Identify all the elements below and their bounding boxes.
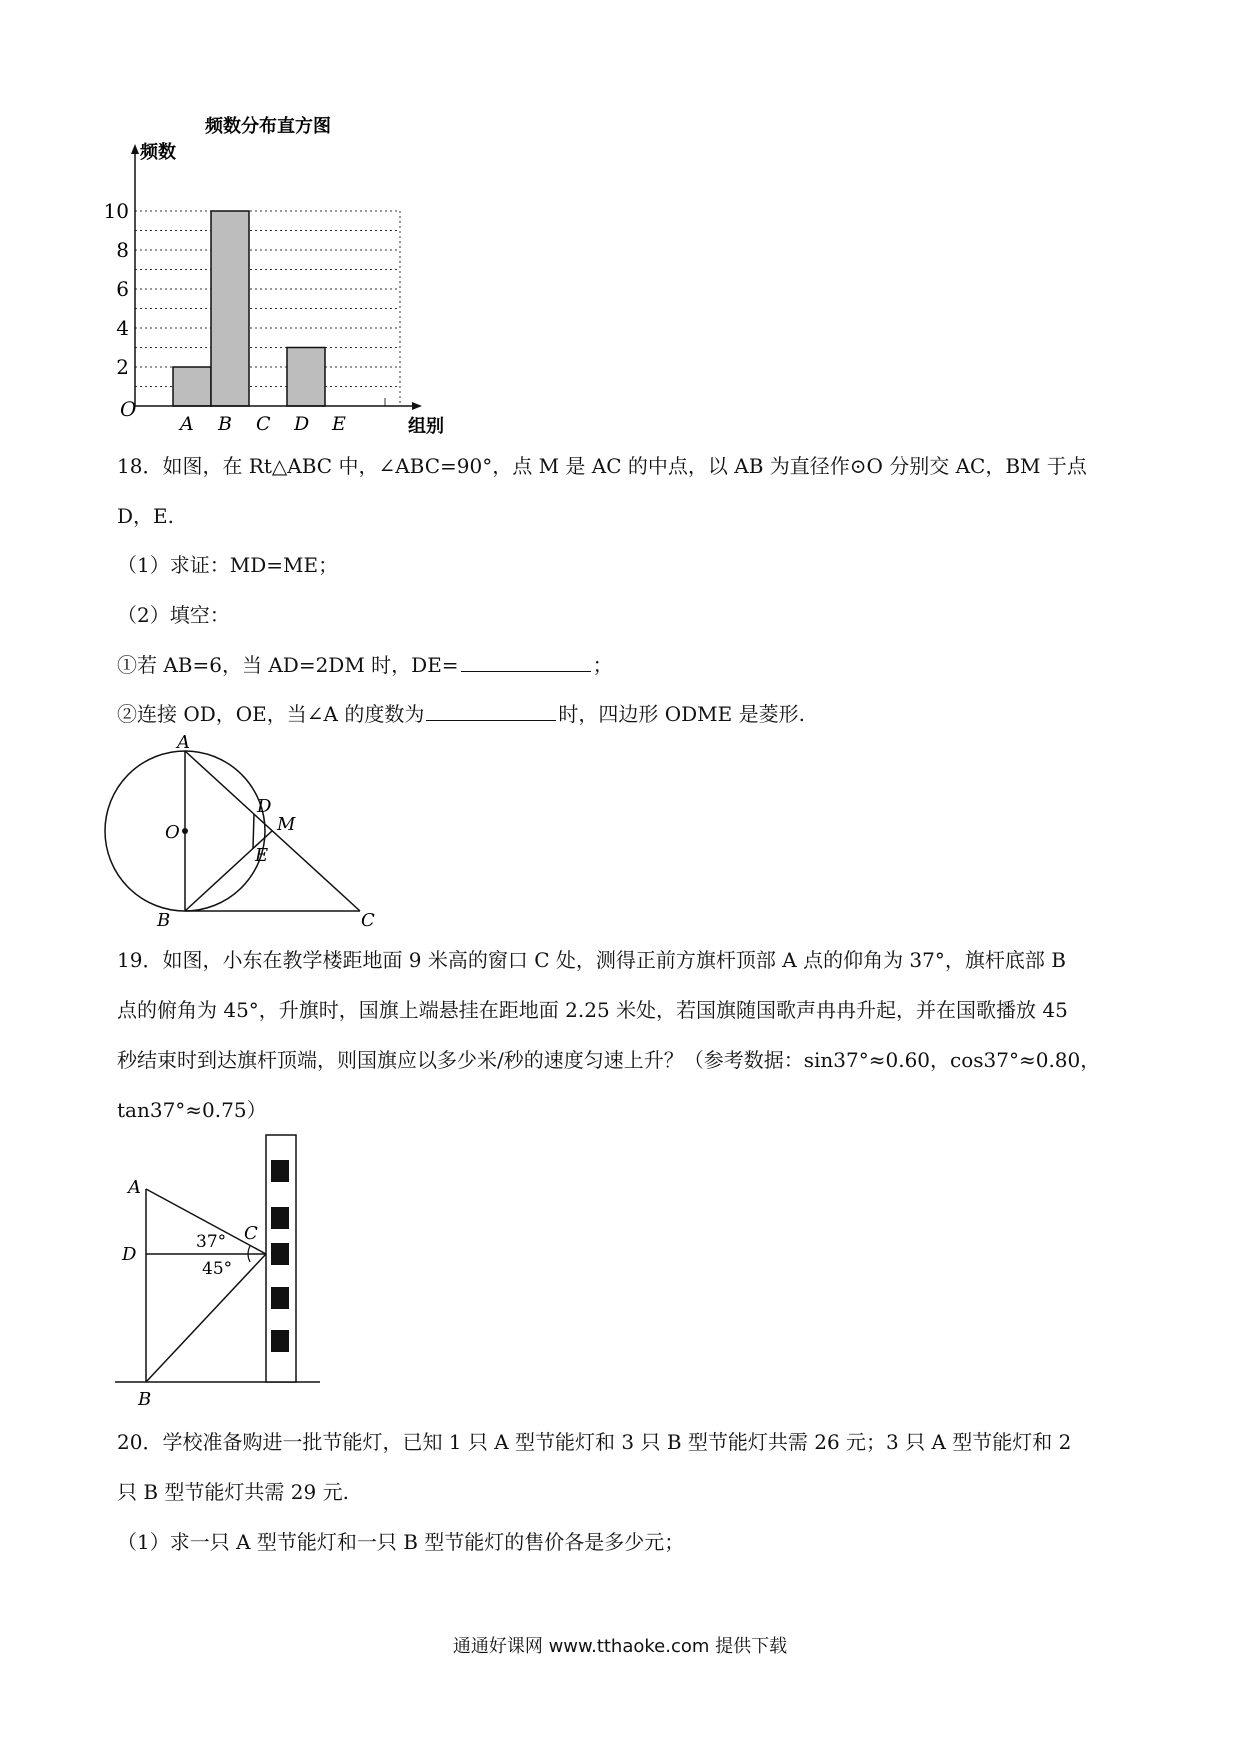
x-axis-label: 组别 xyxy=(408,416,444,437)
q18-sub-1-text: ①若 AB=6，当 AD=2DM 时，DE= xyxy=(117,653,459,677)
q18-part-1: （1）求证：MD=ME； xyxy=(117,553,339,577)
label-o: O xyxy=(165,822,180,843)
q20-line-2: 只 B 型节能灯共需 29 元. xyxy=(117,1480,349,1504)
q18-sub-2-end: 时，四边形 ODME 是菱形. xyxy=(558,702,805,726)
chart-title: 频数分布直方图 xyxy=(205,116,331,137)
x-tick-label: B xyxy=(218,413,232,435)
y-axis-arrow xyxy=(131,144,139,154)
window-1 xyxy=(271,1160,289,1182)
x-tick-label: C xyxy=(256,413,271,435)
page-footer: 通通好课网 www.tthaoke.com 提供下载 xyxy=(452,1636,788,1657)
label-e: E xyxy=(255,845,269,866)
label-b: B xyxy=(157,910,171,931)
y-axis-label: 频数 xyxy=(140,142,176,163)
q19-line-4: tan37°≈0.75） xyxy=(117,1098,267,1122)
origin-label: O xyxy=(120,397,137,421)
q19-line-2: 点的俯角为 45°，升旗时，国旗上端悬挂在距地面 2.25 米处，若国旗随国歌声冉冉升起，并在国歌播放 45 xyxy=(117,998,1068,1022)
label-a: A xyxy=(128,1177,141,1198)
q18-sub-1-end: ； xyxy=(592,653,613,677)
q19-line-3: 秒结束时到达旗杆顶端，则国旗应以多少米/秒的速度匀速上升？（参考数据：sin37°≈0.60，cos37°≈0.80， xyxy=(117,1048,1101,1072)
q19-line-1: 19．如图，小东在教学楼距地面 9 米高的窗口 C 处，测得正前方旗杆顶部 A 点的仰角为 37°，旗杆底部 B xyxy=(117,948,1066,972)
y-tick-labels xyxy=(104,199,129,379)
q18-sub-2 xyxy=(117,700,805,728)
y-tick-label: 2 xyxy=(116,355,129,379)
q18-line-2: D，E. xyxy=(117,504,174,528)
q20-line-1: 20．学校准备购进一批节能灯，已知 1 只 A 型节能灯和 3 只 B 型节能灯共需 26 元；3 只 A 型节能灯和 2 xyxy=(117,1430,1072,1454)
x-tick-label: E xyxy=(332,413,346,435)
q18-sub-2-text: ②连接 OD，OE，当∠A 的度数为 xyxy=(117,702,425,726)
bar-d xyxy=(287,348,325,407)
label-d: D xyxy=(257,796,272,817)
segment-de xyxy=(253,814,254,848)
label-c: C xyxy=(244,1223,258,1244)
x-tick-labels xyxy=(178,413,346,435)
label-a: A xyxy=(177,732,190,753)
y-tick-label: 8 xyxy=(116,238,129,262)
answer-blank-de[interactable] xyxy=(461,651,591,672)
window-5 xyxy=(271,1330,289,1352)
label-c: C xyxy=(361,910,375,931)
q20-part-1: （1）求一只 A 型节能灯和一只 B 型节能灯的售价各是多少元； xyxy=(117,1530,685,1554)
bar-a xyxy=(173,367,211,406)
label-m: M xyxy=(277,814,296,835)
histogram-chart xyxy=(103,110,510,440)
angle-37-label: 37° xyxy=(196,1232,227,1252)
y-tick-label: 4 xyxy=(116,316,129,340)
x-tick-label: A xyxy=(180,413,194,435)
label-d: D xyxy=(122,1244,137,1265)
y-tick-label: 6 xyxy=(116,277,129,301)
window-2 xyxy=(271,1207,289,1229)
angle-45-label: 45° xyxy=(202,1259,233,1279)
window-4 xyxy=(271,1287,289,1309)
q18-sub-1 xyxy=(117,651,613,679)
answer-blank-angle[interactable] xyxy=(426,700,556,721)
x-tick-label: D xyxy=(294,413,310,435)
label-b: B xyxy=(138,1389,152,1410)
point-o xyxy=(182,828,188,834)
y-tick-label: 10 xyxy=(103,199,129,223)
q18-figure xyxy=(105,732,395,931)
q18-line-1: 18．如图，在 Rt△ABC 中，∠ABC=90°，点 M 是 AC 的中点，以 AB 为直径作⊙O 分别交 AC，BM 于点 xyxy=(117,454,1087,478)
window-3 xyxy=(271,1243,289,1265)
q18-part-2: （2）填空： xyxy=(117,603,230,627)
x-axis-arrow xyxy=(412,402,422,410)
q19-figure xyxy=(110,1125,325,1410)
bar-b xyxy=(211,211,249,406)
